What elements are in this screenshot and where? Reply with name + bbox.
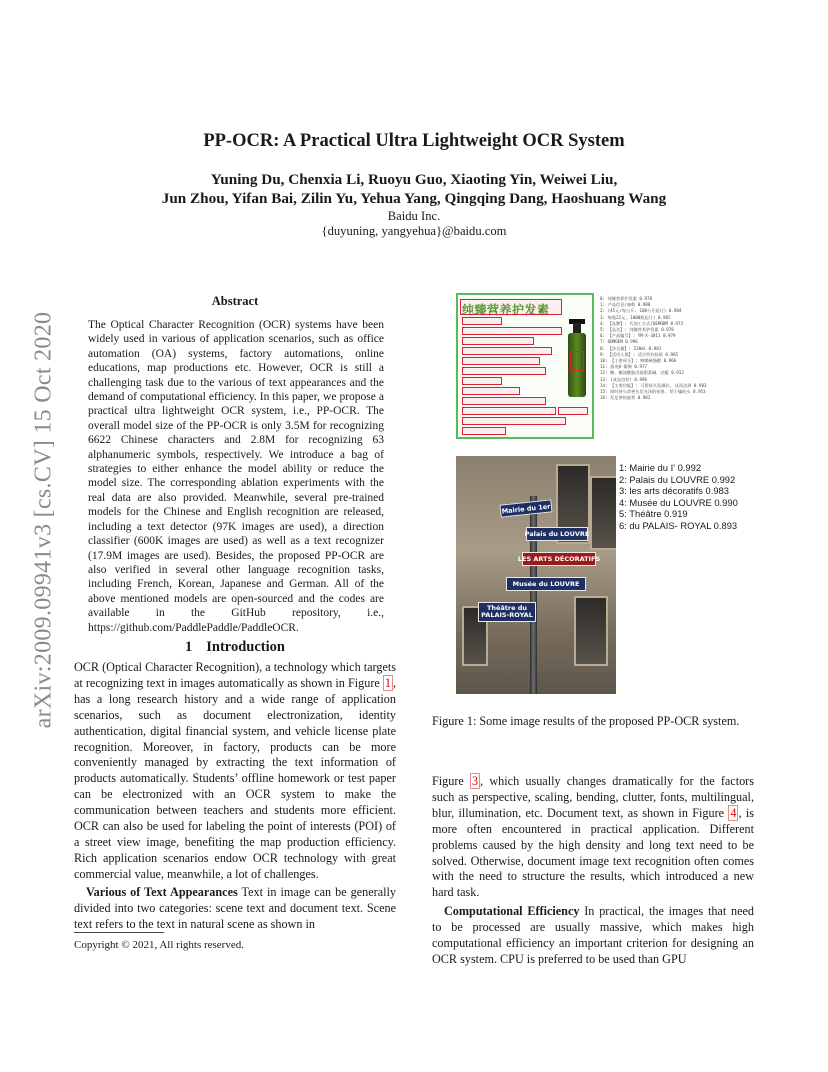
paper-title: PP-OCR: A Practical Ultra Lightweight OCR System — [203, 131, 625, 151]
section-number: 1 — [185, 639, 193, 655]
ocr-result-line: 11: 燕麦β-葡聚 0.977 — [600, 364, 648, 370]
author-emails: {duyuning, yangyehua}@baidu.com — [321, 224, 507, 238]
ocr-result-line: 9: 【适用人群】: 适合所有肤质 0.965 — [600, 351, 678, 357]
right-paragraph-1: Figure 3 , which usually changes dramatically for the factors such as perspective, scaling, bending, clutter, fonts, multilingual, blur, illumination, etc. Document text, as shown in Figure 4 , is more often encountered in practical application. Different problems caused by the high density and long text need to be solved. Otherwise, document image text recognition often comes with the need to structure the results, which introduced a new hard task. — [432, 774, 754, 900]
ocr-result-line: 14: 【主要功能】: 可紧致头发磷层, 从而达到 0.983 — [600, 382, 707, 388]
street-result-line: 3: les arts décoratifs 0.983 — [619, 485, 729, 496]
detection-box — [462, 337, 534, 345]
ocr-result-list — [600, 296, 760, 401]
ocr-result-line: 5: 【品名】: 纯臻营养护发素 0.978 — [600, 327, 674, 333]
detection-box — [558, 407, 588, 415]
building-window — [574, 596, 608, 666]
figure-3-link[interactable]: 3 — [472, 774, 479, 788]
paragraph-heading: Various of Text Appearances — [86, 884, 238, 899]
ocr-result-line: 16: 发足够的滋养 0.982 — [600, 395, 651, 401]
ocr-result-line: 4: 【品牌】: 代加工方式/OEMODM 0.973 — [600, 320, 684, 326]
ocr-result-line: 13: (成品包材) 0.996 — [600, 376, 648, 382]
street-ocr-results — [619, 462, 738, 531]
detection-box — [462, 317, 502, 325]
figure-street-sign-photo — [456, 456, 616, 694]
detection-box — [462, 377, 502, 385]
detection-box — [462, 327, 562, 335]
street-sign: Palais du LOUVRE — [526, 527, 588, 541]
street-sign: LES ARTS DÉCORATIFS — [522, 552, 596, 566]
sign-pole — [530, 496, 537, 694]
paragraph-heading: Computational Efficiency — [444, 904, 580, 919]
detection-box — [462, 347, 552, 355]
street-sign: Mairie du 1er — [499, 499, 552, 517]
affiliation: Baidu Inc. — [387, 209, 441, 223]
street-sign: Théâtre du PALAIS-ROYAL — [478, 602, 536, 622]
figure-4-link[interactable]: 4 — [730, 805, 737, 820]
detection-box — [460, 299, 562, 315]
street-sign: Musée du LOUVRE — [506, 577, 586, 591]
footnote-rule — [74, 932, 164, 933]
street-result-line: 1: Mairie du I' 0.992 — [619, 462, 702, 473]
copyright-footnote: Copyright © 2021, All rights reserved. — [74, 939, 244, 951]
detection-box — [462, 357, 540, 365]
figure-1-link[interactable]: 1 — [384, 675, 391, 690]
bottle-label-box — [570, 351, 584, 371]
detection-box — [462, 397, 546, 405]
ocr-result-line: 15: 即时持久改善头发光泽的效果, 给干燥的头 0.953 — [600, 389, 706, 395]
detection-box — [462, 417, 566, 425]
arxiv-stamp: arXiv:2009.09941v3 [cs.CV] 15 Oct 2020 — [30, 311, 57, 729]
section-title: Introduction — [206, 639, 285, 655]
abstract-body: The Optical Character Recognition (OCR) systems have been widely used in various of application scenarios, such as office automation (OA) systems, factory automations, online educations, map productions etc. However, OCR is still a challenging task due to the various of text appearances and the demand of computational efficiency. In this paper, we propose a practical ultra lightweight OCR system, i.e., PP-OCR. The overall model size of the PP-OCR is only 3.5M for recognizing 6622 Chinese characters and 2.8M for recognizing 63 alphanumeric symbols, respectively. We introduce a bag of strategies to either enhance the model ability or reduce the model size. The corresponding ablation experiments with the real data are also provided. Meanwhile, several pre-trained models for the Chinese and English recognition are released, including a text detector (97K images are used), a direction classifier (600K images are used) as well as a text recognizer (17.9M images are used). Besides, the proposed PP-OCR are also verified in several other language recognition tasks, including French, Korean, Japanese and German. All of the above mentioned models are open-sourced and the codes are available in the GitHub repository, i.e., https://github.com/PaddlePaddle/PaddleOCR. — [88, 319, 384, 634]
ocr-result-line: 1: 产品信息/参数 0.988 — [600, 302, 651, 308]
street-result-line: 6: du PALAIS- ROYAL 0.893 — [619, 519, 738, 531]
ocr-result-line: 10: 【主要成分】: 鲸蜡硬脂醇 0.966 — [600, 358, 677, 364]
ocr-result-line: 3: 每瓶22元, 1000瓶起订) 0.982 — [600, 314, 671, 320]
street-result-line: 5: Théâtre 0.919 — [619, 508, 688, 519]
ocr-result-line: 6: 【产品编号】: YM-X-3011 0.979 — [600, 333, 676, 339]
street-result-line: 2: Palais du LOUVRE 0.992 — [619, 473, 736, 485]
street-result-line: 4: Musée du LOUVRE 0.990 — [619, 496, 738, 508]
section-heading-introduction — [74, 639, 396, 656]
intro-paragraph-2: Various of Text Appearances Text in image can be generally divided into two categories: scene text and document text. Scene text refers to the text in natural scene as shown in — [74, 884, 396, 931]
detection-box — [462, 427, 506, 435]
detection-box — [462, 367, 546, 375]
author-line-2: Jun Zhou, Yifan Bai, Zilin Yu, Yehua Yang, Qingqing Dang, Haoshuang Wang — [161, 190, 667, 207]
ocr-result-line: 2: (45元/每公斤, 100公斤起订) 0.984 — [600, 308, 682, 314]
ocr-result-line: 7: ODMOEM 0.996 — [600, 339, 638, 345]
author-line-1: Yuning Du, Chenxia Li, Ruoyu Guo, Xiaoting Yin, Weiwei Liu, — [210, 171, 618, 188]
figure-product-image — [456, 293, 594, 439]
right-column-body — [432, 774, 754, 968]
detection-box — [462, 407, 556, 415]
ocr-result-line: 8: 【净含量】: 220ml 0.981 — [600, 345, 662, 351]
product-title: 纯臻营养护发素 — [462, 303, 550, 317]
figure-caption: Figure 1: Some image results of the proposed PP-OCR system. — [432, 714, 740, 728]
right-paragraph-2: Computational Efficiency In practical, the images that need to be processed are usually massive, which makes high computational efficiency an important criterion for designing an OCR system. CPU is preferred to be used than GPU — [432, 904, 755, 966]
intro-paragraph-1: OCR (Optical Character Recognition), a technology which targets at recognizing text in images automatically as shown in Figure 1 , has a long research history and a wide range of application scenarios, such as document electronization, identity authentication, digital financial system, and vehicle license plate recognition. Moreover, in factory, products can be more conveniently managed by extracting the text information of products automatically. Students’ offline homework or test paper can be electronized with an OCR system to make the communication between teachers and students more efficient. OCR can also be used for labeling the point of interests (POI) of a street view image, benefiting the map production efficiency. Rich application scenarios endow OCR technology with great commercial value, meanwhile, a lot of challenges. — [74, 660, 396, 881]
abstract-heading: Abstract — [211, 294, 259, 308]
ocr-result-line: 12: 糖、椰油酰胺丙基甜菜碱、泛醌 0.912 — [600, 370, 684, 376]
building-window — [590, 476, 616, 550]
detection-box — [462, 387, 520, 395]
introduction-body — [74, 660, 396, 932]
ocr-result-line: 0: 纯臻营养护发素 0.978 — [600, 296, 653, 301]
